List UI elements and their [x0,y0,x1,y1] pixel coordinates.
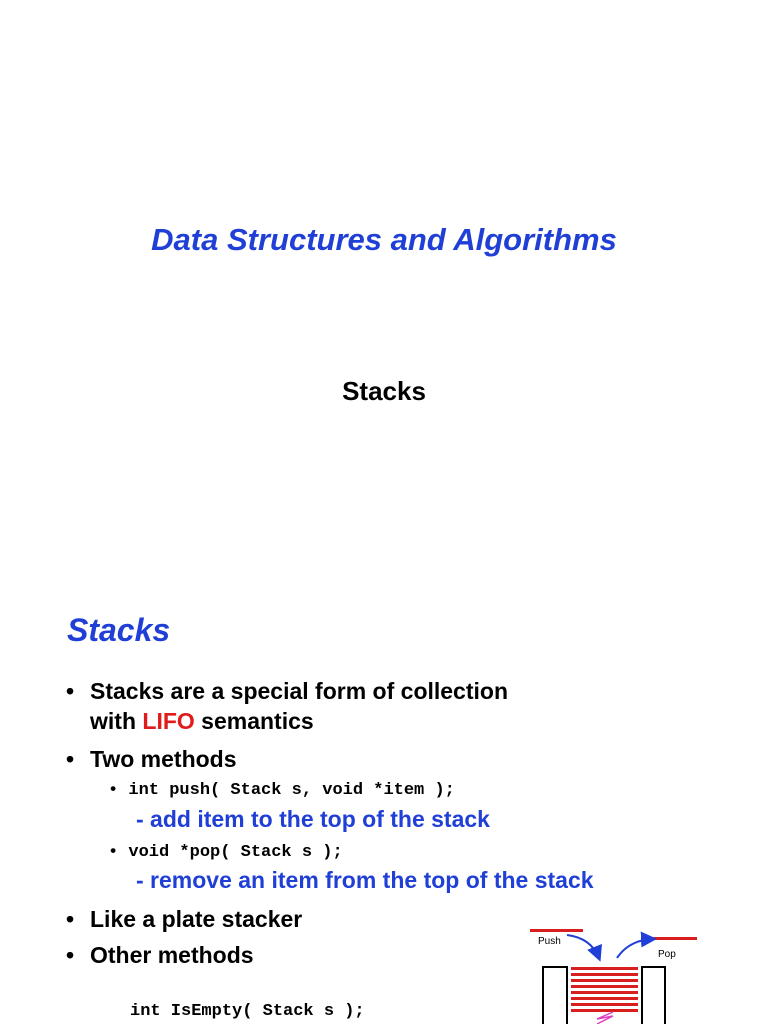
bullet-dot: • [66,678,75,704]
pop-signature [108,843,343,862]
push-arrow [567,935,599,958]
pop-signature-text: void *pop( Stack s ); [128,843,343,862]
bullet-text: Other methods [90,942,254,968]
bullet-dot: • [66,942,75,968]
container-right-wall [642,967,665,1024]
bullet-text-line1: Stacks are a special form of collection [90,678,508,704]
push-signature [108,781,455,800]
plate-stacker-diagram [525,922,705,1024]
push-label: Push [538,936,561,947]
bullet-text: Like a plate stacker [90,906,303,932]
push-description: - add item to the top of the stack [136,806,490,832]
section-heading: Stacks [67,612,171,648]
lifo-prefix: with [90,708,143,734]
lifo-term: LIFO [142,708,195,734]
content-slide [0,580,768,1024]
lifo-suffix: semantics [194,708,314,734]
pop-label: Pop [658,949,676,960]
bullet-dot: • [66,906,75,932]
stacked-plates [571,967,638,1012]
push-signature-text: int push( Stack s, void *item ); [128,781,455,800]
bullet-dot: • [66,746,75,772]
slide-subtitle: Stacks [342,376,426,406]
slide-title: Data Structures and Algorithms [151,222,617,257]
sub-bullet-dot: • [108,781,119,800]
incoming-plate [530,929,583,932]
pop-arrow [617,939,653,958]
spring [597,1012,613,1024]
bullet-text-line2 [90,706,314,736]
bullet-text: Two methods [90,746,237,772]
isempty-code: int IsEmpty( Stack s ); [130,1002,365,1021]
pop-description: - remove an item from the top of the stack [136,867,594,893]
sub-bullet-dot: • [108,843,119,862]
container-left-wall [543,967,567,1024]
